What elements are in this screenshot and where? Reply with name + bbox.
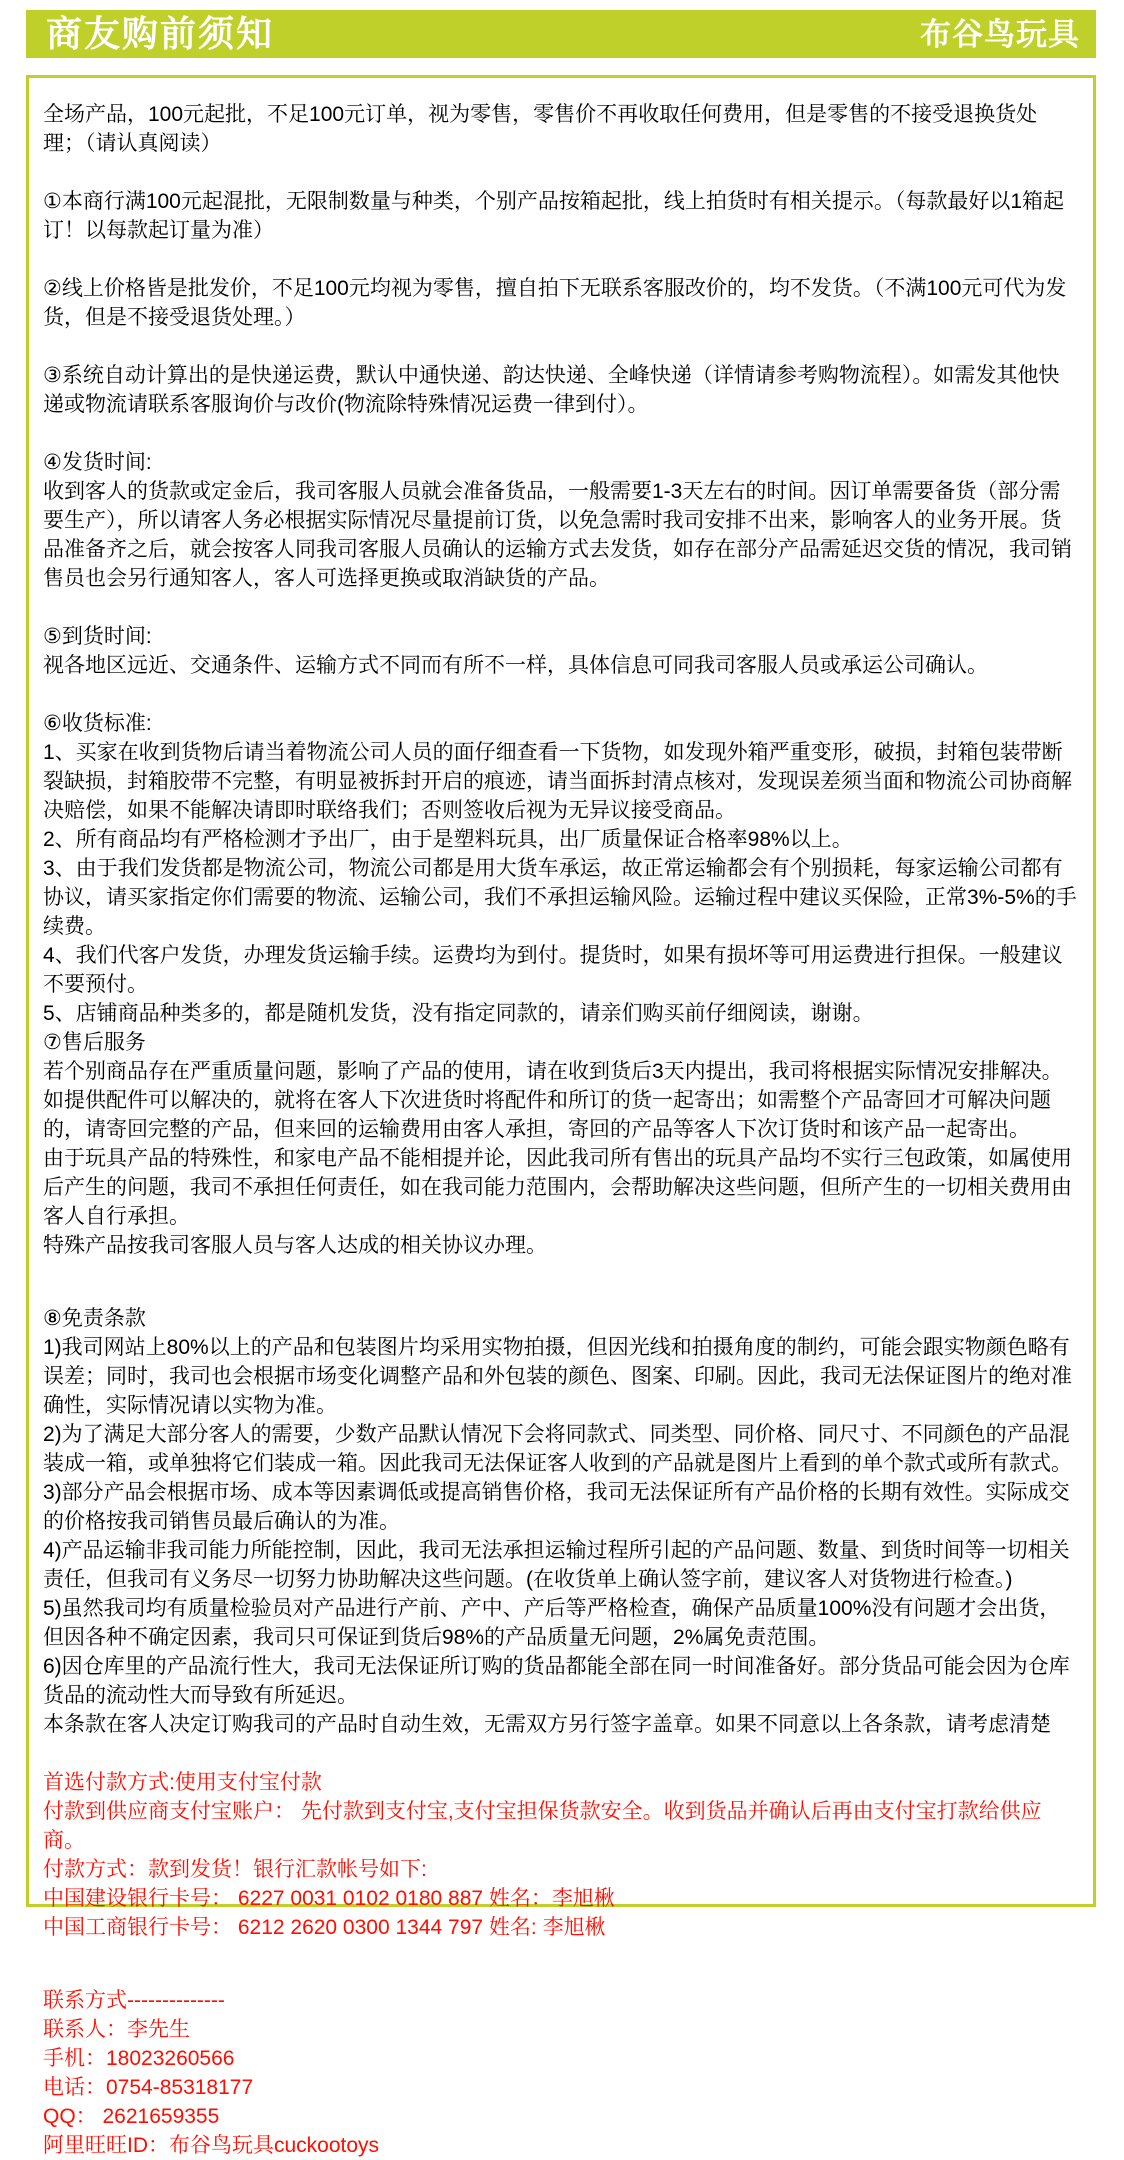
text-line: 5)虽然我司均有质量检验员对产品进行产前、产中、产后等严格检查，确保产品质量100%没有问题才会出货，但因各种不确定因素，我司只可保证到货后98%的产品质量无问题，2%属免责范围。 (43, 1597, 1061, 1649)
text-line: ⑧免责条款 (43, 1307, 146, 1330)
text-line: 1、买家在收到货物后请当着物流公司人员的面仔细查看一下货物，如发现外箱严重变形，破损，封箱包装带断裂缺损，封箱胶带不完整，有明显被拆封开启的痕迹，请当面拆封清点核对，发现误差须当面和物流公司协商解决赔偿，如果不能解决请即时联络我们；否则签收后视为无异议接受商品。 (43, 741, 1072, 822)
text-line: 2)为了满足大部分客人的需要，少数产品默认情况下会将同款式、同类型、同价格、同尺寸、不同颜色的产品混装成一箱，或单独将它们装成一箱。因此我司无法保证客人收到的产品就是图片上看到的单个款式或所有款式。 (43, 1423, 1072, 1475)
brand-name: 布谷鸟玩具 (920, 16, 1080, 52)
text-line: 付款到供应商支付宝账户： 先付款到支付宝,支付宝担保货款安全。收到货品并确认后再由支付宝打款给供应商。 (43, 1800, 1042, 1852)
text-line: ①本商行满100元起混批，无限制数量与种类，个别产品按箱起批，线上拍货时有相关提示。（每款最好以1箱起订！以每款起订量为准） (43, 190, 1065, 242)
text-line: 中国建设银行卡号： 6227 0031 0102 0180 887 姓名：李旭楸 (43, 1887, 615, 1910)
text-line: 由于玩具产品的特殊性，和家电产品不能相提并论，因此我司所有售出的玩具产品均不实行三包政策，如属使用后产生的问题，我司不承担任何责任，如在我司能力范围内，会帮助解决这些问题，但所产生的一切相关费用由客人自行承担。 (43, 1147, 1072, 1228)
text-line: 特殊产品按我司客服人员与客人达成的相关协议办理。 (43, 1234, 547, 1257)
text-line: 5、店铺商品种类多的，都是随机发货，没有指定同款的，请亲们购买前仔细阅读，谢谢。 (43, 1002, 874, 1025)
block-contact (43, 1986, 1077, 2160)
text-line: ③系统自动计算出的是快递运费，默认中通快递、韵达快递、全峰快递（详情请参考购物流程）。如需发其他快递或物流请联系客服询价与改价(物流除特殊情况运费一律到付）。 (43, 364, 1060, 416)
text-line: 3、由于我们发货都是物流公司，物流公司都是用大货车承运，故正常运输都会有个别损耗，每家运输公司都有协议，请买家指定你们需要的物流、运输公司，我们不承担运输风险。运输过程中建议买保险，正常3%-5%的手续费。 (43, 857, 1077, 938)
text-line: ⑦售后服务 (43, 1031, 146, 1054)
text-line: 联系方式-------------- (43, 1989, 225, 2012)
text-line: 联系人：李先生 (43, 2018, 190, 2041)
block-item6-receiving (43, 709, 1077, 1028)
text-line: 若个别商品存在严重质量问题，影响了产品的使用，请在收到货后3天内提出，我司将根据实际情况安排解决。如提供配件可以解决的，就将在客人下次进货时将配件和所订的货一起寄出；如需整个产品寄回才可解决问题的，请寄回完整的产品，但来回的运输费用由客人承担，寄回的产品等客人下次订货时和该产品一起寄出。 (43, 1060, 1063, 1141)
text-line: 4)产品运输非我司能力所能控制，因此，我司无法承担运输过程所引起的产品问题、数量、到货时间等一切相关责任，但我司有义务尽一切努力协助解决这些问题。(在收货单上确认签字前，建议客人对货物进行检查。) (43, 1539, 1070, 1591)
text-line: 3)部分产品会根据市场、成本等因素调低或提高销售价格，我司无法保证所有产品价格的长期有效性。实际成交的价格按我司销售员最后确认的为准。 (43, 1481, 1070, 1533)
block-item7-aftersale (43, 1028, 1077, 1260)
text-line: 手机：18023260566 (43, 2047, 235, 2070)
text-line: 收到客人的货款或定金后，我司客服人员就会准备货品，一般需要1-3天左右的时间。因订单需要备货（部分需要生产），所以请客人务必根据实际情况尽量提前订货，以免急需时我司安排不出来，影响客人的业务开展。货品准备齐之后，就会按客人同我司客服人员确认的运输方式去发货，如存在部分产品需延迟交货的情况，我司销售员也会另行通知客人，客人可选择更换或取消缺货的产品。 (43, 480, 1072, 590)
text-line: 首选付款方式:使用支付宝付款 (43, 1771, 322, 1794)
text-line: 视各地区远近、交通条件、运输方式不同而有所不一样，具体信息可同我司客服人员或承运公司确认。 (43, 654, 988, 677)
text-line: 付款方式：款到发货！银行汇款帐号如下: (43, 1858, 427, 1881)
block-item2-pricing (43, 274, 1077, 332)
text-line: 4、我们代客户发货，办理发货运输手续。运费均为到付。提货时，如果有损坏等可用运费进行担保。一般建议不要预付。 (43, 944, 1063, 996)
block-item5-arrival-time (43, 622, 1077, 680)
text-line: 1)我司网站上80%以上的产品和包装图片均采用实物拍摄，但因光线和拍摄角度的制约，可能会跟实物颜色略有误差；同时，我司也会根据市场变化调整产品和外包装的颜色、图案、印刷。因此，我司无法保证图片的绝对准确性，实际情况请以实物为准。 (43, 1336, 1072, 1417)
text-line: 中国工商银行卡号： 6212 2620 0300 1344 797 姓名: 李旭楸 (43, 1916, 606, 1939)
block-intro (43, 100, 1077, 158)
text-line: 本条款在客人决定订购我司的产品时自动生效，无需双方另行签字盖章。如果不同意以上各条款，请考虑清楚 (43, 1713, 1051, 1736)
block-payment (43, 1768, 1077, 1942)
block-item1-min-batch (43, 187, 1077, 245)
block-item8-disclaimer (43, 1304, 1077, 1739)
text-line: ⑤到货时间: (43, 625, 152, 648)
text-line: 6)因仓库里的产品流行性大，我司无法保证所订购的货品都能全部在同一时间准备好。部分货品可能会因为仓库货品的流动性大而导致有所延迟。 (43, 1655, 1070, 1707)
text-line: ②线上价格皆是批发价，不足100元均视为零售，擅自拍下无联系客服改价的，均不发货。（不满100元可代为发货，但是不接受退货处理。） (43, 277, 1067, 329)
text-line: 阿里旺旺ID：布谷鸟玩具cuckootoys (43, 2134, 380, 2157)
text-line: ④发货时间: (43, 451, 152, 474)
text-line: ⑥收货标准: (43, 712, 152, 735)
block-item4-ship-time (43, 448, 1077, 593)
page-title: 商友购前须知 (46, 13, 275, 54)
text-line: 全场产品，100元起批，不足100元订单，视为零售，零售价不再收取任何费用，但是零售的不接受退换货处理；（请认真阅读） (43, 103, 1038, 155)
text-line: QQ： 2621659355 (43, 2105, 220, 2128)
header-bar (26, 10, 1096, 58)
block-item3-express-fee (43, 361, 1077, 419)
text-line: 电话：0754-85318177 (43, 2076, 254, 2099)
text-line: 2、所有商品均有严格检测才予出厂，由于是塑料玩具，出厂质量保证合格率98%以上。 (43, 828, 853, 851)
notice-body (26, 75, 1096, 2157)
